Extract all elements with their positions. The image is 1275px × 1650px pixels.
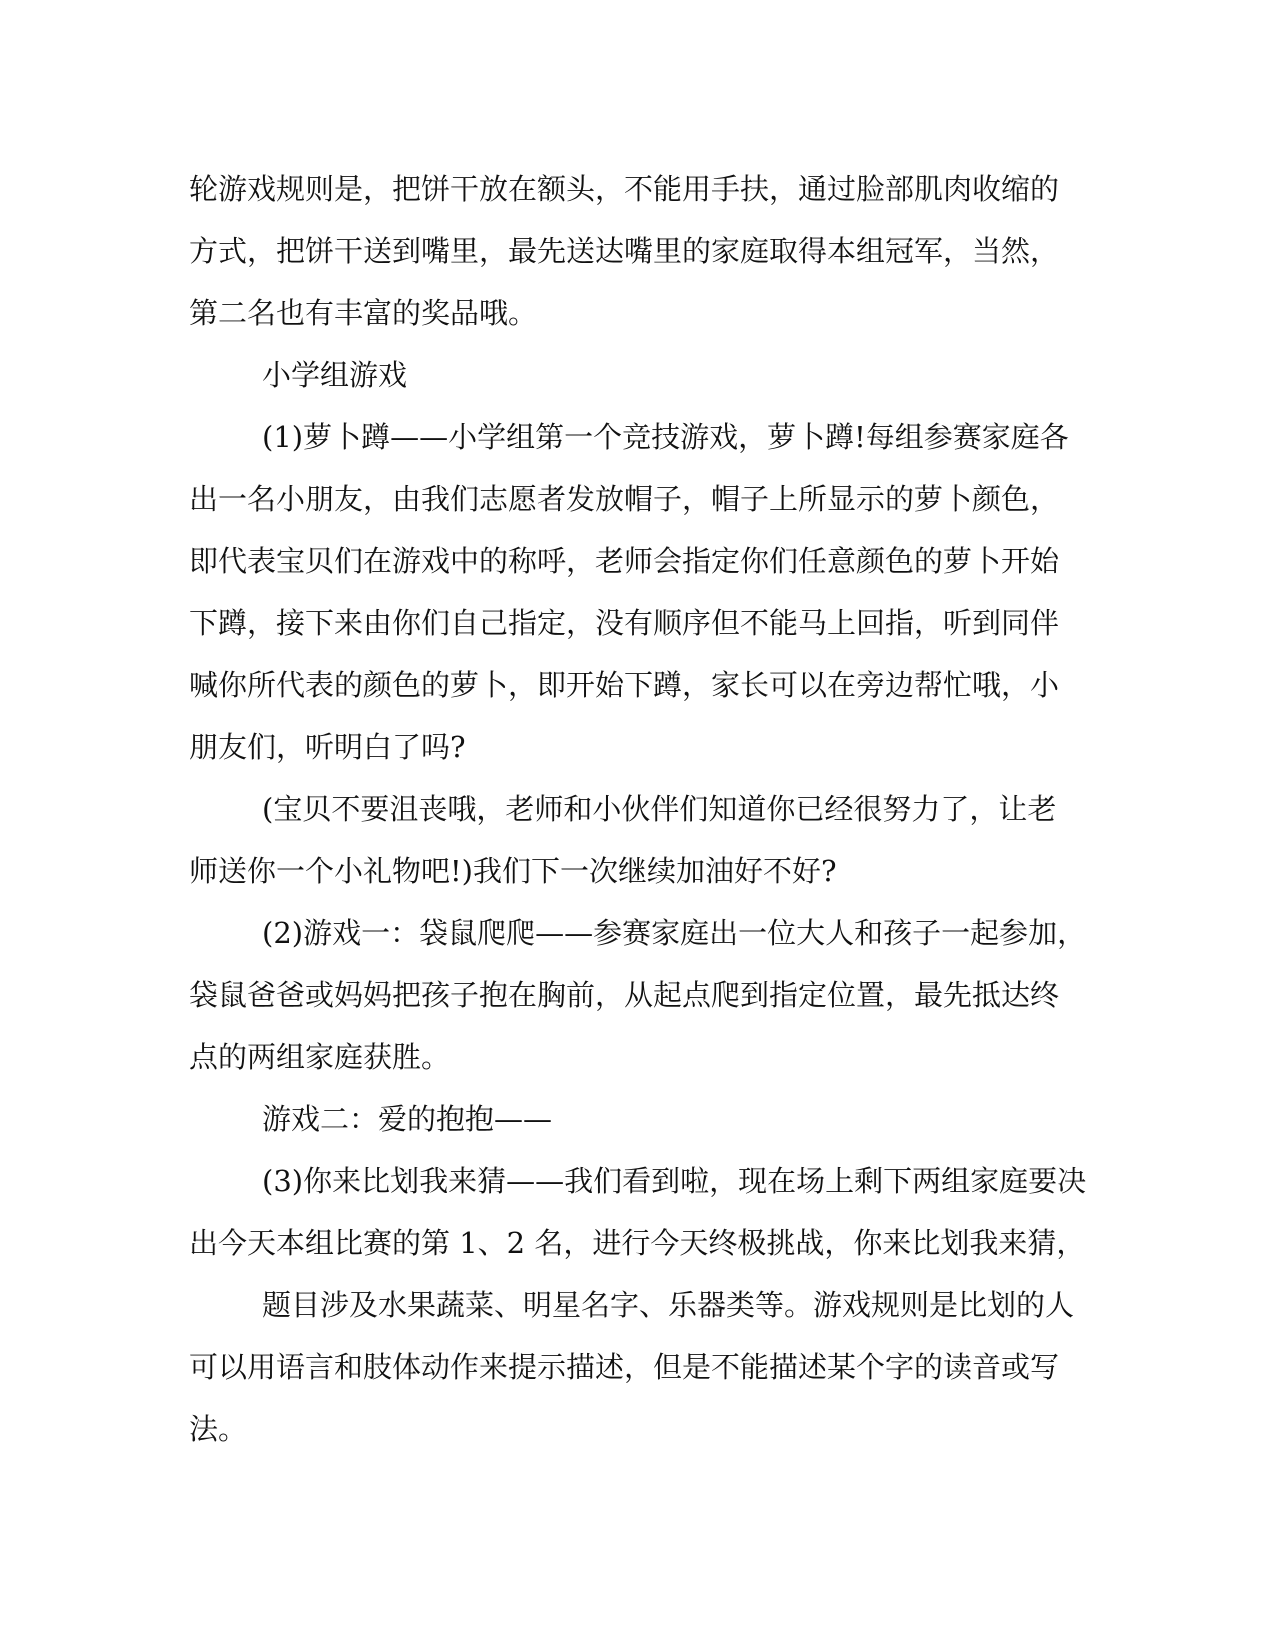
paragraph-line: 喊你所代表的颜色的萝卜，即开始下蹲，家长可以在旁边帮忙哦，小 [189,668,1060,702]
paragraph-line: 下蹲，接下来由你们自己指定，没有顺序但不能马上回指，听到同伴 [189,606,1060,640]
paragraph-line: (宝贝不要沮丧哦，老师和小伙伴们知道你已经很努力了，让老 [262,792,1057,826]
paragraph-line: 游戏二：爱的抱抱—— [262,1102,553,1136]
paragraph-line: 点的两组家庭获胜。 [189,1040,451,1074]
paragraph-line: 出一名小朋友，由我们志愿者发放帽子，帽子上所显示的萝卜颜色， [189,482,1060,516]
paragraph-line: 题目涉及水果蔬菜、明星名字、乐器类等。游戏规则是比划的人 [262,1288,1075,1322]
section-heading: 小学组游戏 [262,358,408,392]
paragraph-line: 师送你一个小礼物吧!)我们下一次继续加油好不好? [189,854,837,888]
paragraph-line: 出今天本组比赛的第 1、2 名，进行今天终极挑战，你来比划我来猜， [189,1226,1086,1260]
document-body [189,158,1089,1460]
paragraph-line: (1)萝卜蹲——小学组第一个竞技游戏，萝卜蹲!每组参赛家庭各 [262,420,1069,454]
paragraph-line: (2)游戏一：袋鼠爬爬——参赛家庭出一位大人和孩子一起参加， [262,916,1087,950]
paragraph-line: 可以用语言和肢体动作来提示描述，但是不能描述某个字的读音或写 [189,1350,1060,1384]
paragraph-line: 即代表宝贝们在游戏中的称呼，老师会指定你们任意颜色的萝卜开始 [189,544,1060,578]
paragraph-line: 方式，把饼干送到嘴里，最先送达嘴里的家庭取得本组冠军，当然， [189,234,1060,268]
paragraph-line: 第二名也有丰富的奖品哦。 [189,296,538,330]
paragraph-line: 轮游戏规则是，把饼干放在额头，不能用手扶，通过脸部肌肉收缩的 [189,172,1060,206]
paragraph-line: 法。 [189,1412,248,1446]
paragraph-line: (3)你来比划我来猜——我们看到啦，现在场上剩下两组家庭要决 [262,1164,1087,1198]
paragraph-line: 袋鼠爸爸或妈妈把孩子抱在胸前，从起点爬到指定位置，最先抵达终 [189,978,1060,1012]
paragraph-line: 朋友们，听明白了吗? [189,730,466,764]
